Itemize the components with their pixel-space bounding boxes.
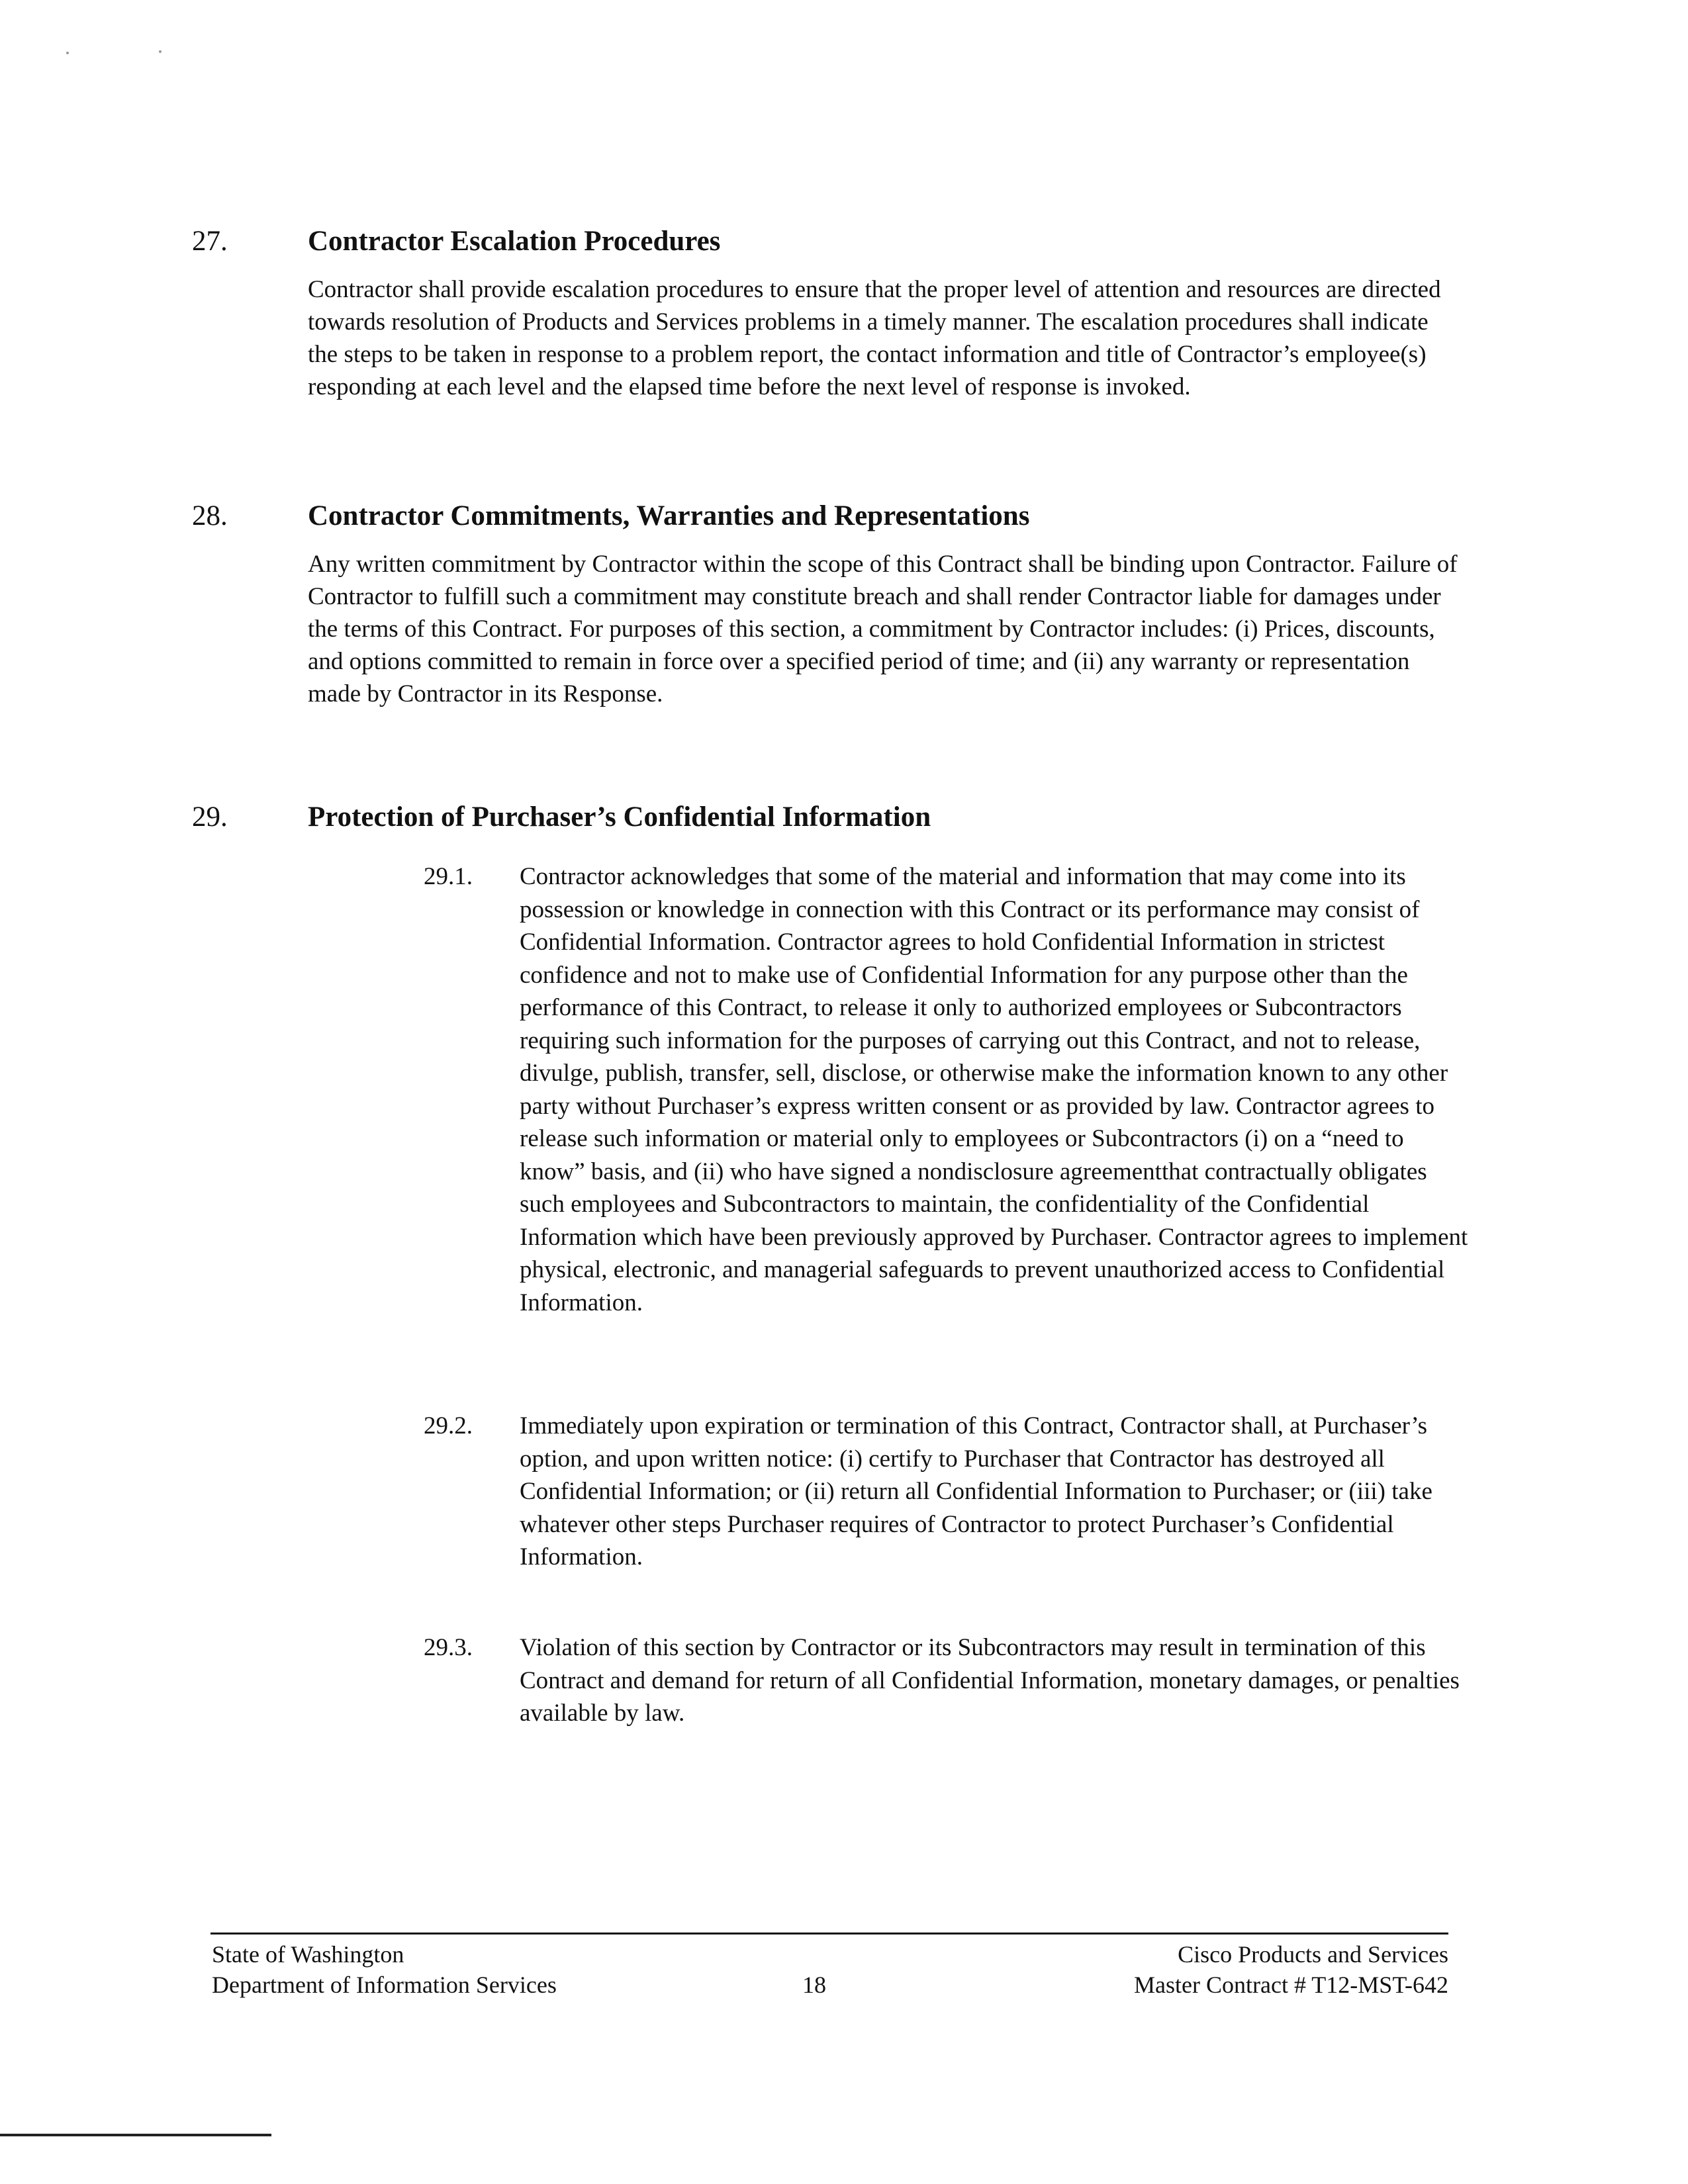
- section-title: Contractor Commitments, Warranties and Representations: [308, 500, 1030, 531]
- subsection-text: Contractor acknowledges that some of the material and information that may come into its possession or knowledge in connection with this Contract or its performance may consist of Confidential Information. Contractor agrees to hold Confidential Information in strictest confidence and not to make use of Confidential Information for any purpose other than the performance of this Contract, to release it only to authorized employees or Subcontractors requiring such information for the purposes of carrying out this Contract, and not to release, divulge, publish, transfer, sell, disclose, or otherwise make the information known to any other party without Purchaser’s express written consent or as provided by law. Contractor agrees to release such information or material only to employees or Subcontractors (i) on a “need to know” basis, and (ii) who have signed a nondisclosure agreementthat contractually obligates such employees and Subcontractors to maintain, the confidentiality of the Confidential Information which have been previously approved by Purchaser. Contractor agrees to implement physical, electronic, and managerial safeguards to prevent unauthorized access to Confidential Information.: [520, 863, 1468, 1316]
- scan-edge-line: [0, 2134, 271, 2136]
- page-number: 18: [802, 1972, 826, 1998]
- subsection-number: 29.2.: [424, 1412, 473, 1439]
- footer-contract-title: Cisco Products and Services: [1178, 1941, 1448, 1968]
- section-27: [192, 222, 1463, 403]
- subsection-29-1: [424, 860, 1470, 1319]
- section-heading: [192, 496, 1463, 543]
- subsection-text: Violation of this section by Contractor or its Subcontractors may result in termination of this Contract and demand for return of all Confidential Information, monetary damages, or penalties available by law.: [520, 1634, 1460, 1727]
- scan-speck: [159, 50, 162, 53]
- footer-department: Department of Information Services: [212, 1972, 557, 1998]
- section-number: 28.: [192, 500, 228, 531]
- footer-contract-number: Master Contract # T12-MST-642: [1134, 1972, 1448, 1998]
- section-29: [192, 797, 1463, 844]
- subsection-number: 29.3.: [424, 1634, 473, 1661]
- section-28: [192, 496, 1463, 710]
- section-title: Contractor Escalation Procedures: [308, 226, 721, 257]
- section-heading: [192, 797, 1463, 844]
- section-body: Contractor shall provide escalation procedures to ensure that the proper level of attention and resources are directed towards resolution of Products and Services problems in a timely manner. The escalation procedures shall indicate the steps to be taken in response to a problem report, the contact information and title of Contractor’s employee(s) responding at each level and the elapsed time before the next level of response is invoked.: [308, 276, 1441, 400]
- section-number: 29.: [192, 801, 228, 833]
- footer-right: [1134, 1939, 1448, 2000]
- section-number: 27.: [192, 226, 228, 257]
- subsection-29-3: [424, 1631, 1470, 1730]
- section-body: Any written commitment by Contractor within the scope of this Contract shall be binding upon Contractor. Failure of Contractor to fulfill such a commitment may constitute breach and shall render Contractor liable for damages under the terms of this Contract. For purposes of this section, a commitment by Contractor includes: (i) Prices, discounts, and options committed to remain in force over a specified period of time; and (ii) any warranty or representation made by Contractor in its Response.: [308, 551, 1458, 707]
- scan-speck: [66, 52, 69, 54]
- subsection-29-2: [424, 1410, 1470, 1574]
- subsection-text: Immediately upon expiration or termination of this Contract, Contractor shall, at Purchaser’s option, and upon written notice: (i) certify to Purchaser that Contractor has destroyed all Confidential Information; or (ii) return all Confidential Information to Purchaser; or (iii) take whatever other steps Purchaser requires of Contractor to protect Purchaser’s Confidential Information.: [520, 1412, 1432, 1570]
- section-title: Protection of Purchaser’s Confidential Information: [308, 801, 931, 833]
- footer-left: [212, 1939, 557, 2000]
- footer-organization: State of Washington: [212, 1941, 404, 1968]
- footer-divider: [211, 1933, 1448, 1934]
- subsection-number: 29.1.: [424, 863, 473, 890]
- section-heading: [192, 222, 1463, 268]
